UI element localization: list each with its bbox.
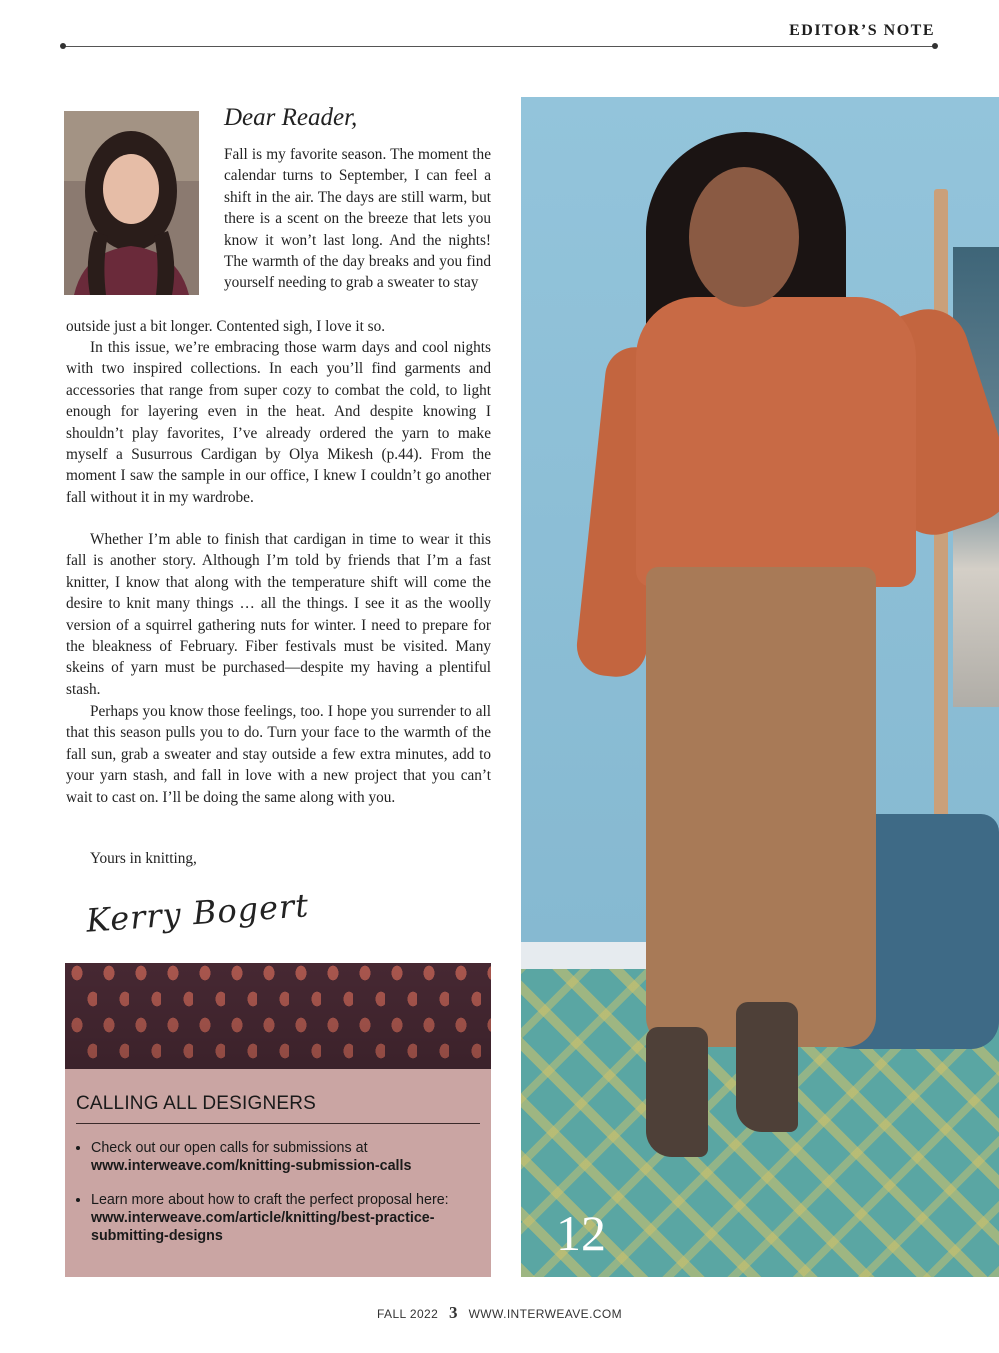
- photo-overlay-number: 12: [556, 1205, 606, 1261]
- model-photo: [521, 97, 999, 1277]
- editor-signature: Kerry Bogert: [84, 886, 311, 940]
- callout-divider: [76, 1123, 480, 1124]
- callout-item: [91, 1191, 481, 1245]
- callout-item: [91, 1139, 481, 1175]
- tan-pants: [646, 567, 876, 1047]
- model-figure: [551, 127, 981, 1197]
- editor-portrait: [64, 111, 199, 295]
- letter-paragraph-1: Fall is my favorite season. The moment the calendar turns to September, I can feel a shift in the air. The days are still warm, but there is a scent on the breeze that lets you know it won’t last long. And the nights! The warmth of the day breaks and you find yourself needing to grab a sweater to stay: [224, 146, 491, 292]
- editor-portrait-illustration: [64, 111, 199, 295]
- section-label: EDITOR’S NOTE: [789, 22, 935, 39]
- designers-callout: [65, 1069, 491, 1277]
- letter-paragraph-4: Perhaps you know those feelings, too. I hope you surrender to all that this season pulls you to do. Turn your face to the warmth of the fall sun, grab a sweater and stay outside a few extra minutes, add to your yarn stash, and fall in love with a new project that you can’t wait to cast on. I’ll be doing the same along with you.: [66, 703, 491, 806]
- header-rule-dot-right: [932, 43, 938, 49]
- footer-site[interactable]: WWW.INTERWEAVE.COM: [468, 1307, 622, 1321]
- letter-paragraph-2: In this issue, we’re embracing those warm days and cool nights with two inspired collections. In each you’ll find garments and accessories that range from super cozy to combat the cold, to light enough for layering even in the heat. And despite knowing I shouldn’t play favorites, I’ve already ordered the yarn to make myself a Susurrous Cardigan by Olya Mikesh (p.44). From the moment I saw the sample in our office, I knew I couldn’t go another fall without it in my wardrobe.: [66, 339, 491, 506]
- footer-page-number: 3: [448, 1303, 458, 1322]
- letter-paragraph-3: Whether I’m able to finish that cardigan in time to wear it this fall is another story. Although I’m told by friends that I’m a fast knitter, I know that along with the temperature shift will come the desire to knit many things … all the things. I see it as the woolly version of a squirrel gathering nuts for winter. I need to prepare for the bleakness of February. Fiber festivals must be visited. Many skeins of yarn must be purchased—despite my having a plentiful stash.: [66, 531, 491, 698]
- callout-item-text: Check out our open calls for submissions at: [91, 1140, 368, 1156]
- callout-list: [76, 1139, 481, 1261]
- orange-sweater: [636, 297, 916, 587]
- header-rule-dot-left: [60, 43, 66, 49]
- knit-swatch-image: [65, 963, 491, 1069]
- submission-calls-link[interactable]: www.interweave.com/knitting-submission-calls: [91, 1158, 412, 1174]
- page-footer: [0, 1303, 999, 1323]
- submitting-designs-link[interactable]: www.interweave.com/article/knitting/best-practice-submitting-designs: [91, 1210, 435, 1244]
- header-rule: [63, 46, 935, 47]
- letter-paragraph-1-tail: outside just a bit longer. Contented sigh, I love it so.: [66, 318, 386, 335]
- footer-issue: FALL 2022: [376, 1307, 439, 1321]
- callout-title: CALLING ALL DESIGNERS: [76, 1093, 317, 1114]
- callout-item-text: Learn more about how to craft the perfect proposal here:: [91, 1192, 449, 1208]
- letter-greeting: Dear Reader,: [224, 104, 358, 131]
- letter-closing: Yours in knitting,: [90, 850, 197, 867]
